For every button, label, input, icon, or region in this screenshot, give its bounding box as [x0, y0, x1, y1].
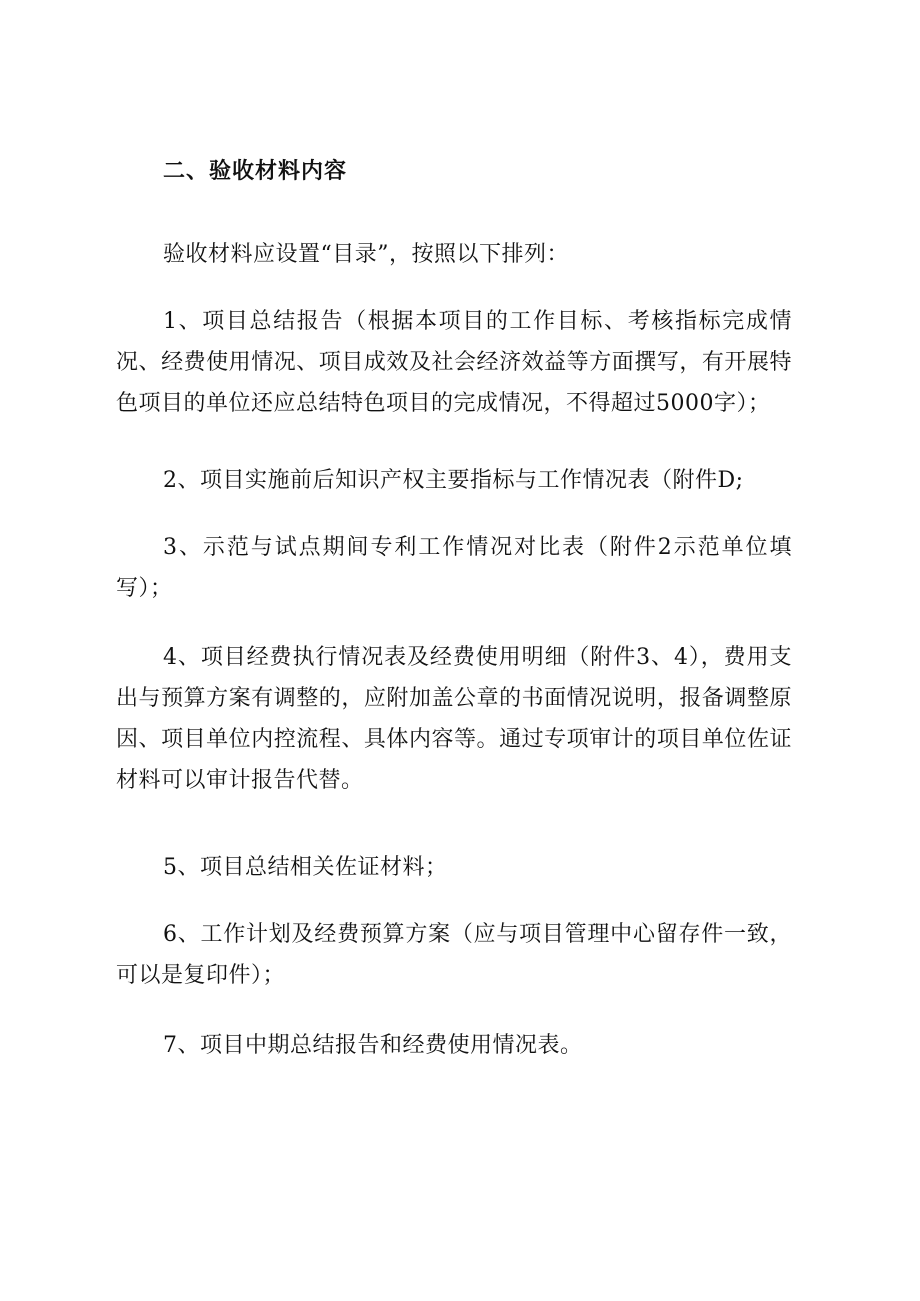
section-title: 二、验收材料内容	[163, 158, 348, 184]
list-item-3: 3、示范与试点期间专利工作情况对比表（附件2示范单位填写）；	[116, 535, 792, 601]
list-item-6: 6、工作计划及经费预算方案（应与项目管理中心留存件一致，可以是复印件）；	[116, 922, 792, 988]
list-item-1: 1、项目总结报告（根据本项目的工作目标、考核指标完成情况、经费使用情况、项目成效及社会经济效益等方面撰写，有开展特色项目的单位还应总结特色项目的完成情况，不得超过5000字）；	[116, 309, 792, 416]
list-item-4: 4、项目经费执行情况表及经费使用明细（附件3、4），费用支出与预算方案有调整的，应附加盖公章的书面情况说明，报备调整原因、项目单位内控流程、具体内容等。通过专项审计的项目单位佐证材料可以审计报告代替。	[116, 645, 792, 793]
list-item-5: 5、项目总结相关佐证材料；	[163, 855, 448, 880]
list-item-7: 7、项目中期总结报告和经费使用情况表。	[163, 1033, 583, 1058]
list-item-2: 2、项目实施前后知识产权主要指标与工作情况表（附件D;	[163, 468, 744, 493]
intro-paragraph: 验收材料应设置“目录”，按照以下排列：	[163, 242, 569, 267]
